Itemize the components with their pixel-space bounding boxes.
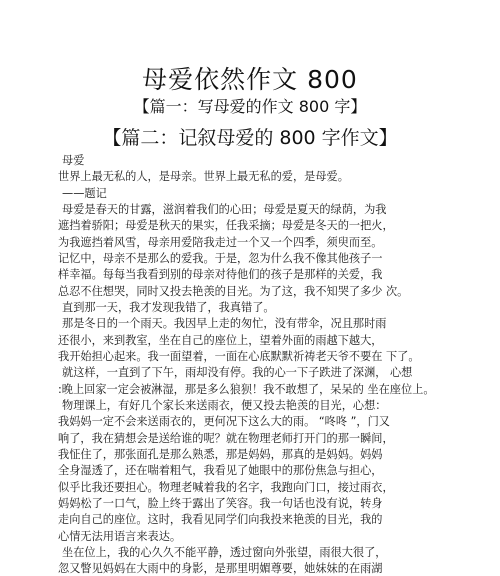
essay-line: 妈妈松了一口气，脸上终于露出了笑容。我一句话也没有说，转身 xyxy=(58,497,383,510)
essay-line: 直到那一天，我才发现我错了，我真错了。 xyxy=(62,301,275,314)
essay-line: 响了，我在猜想会是送给谁的呢？就在物理老师打开门的那一瞬间， xyxy=(58,432,394,445)
essay-line: 物理课上，有好几个家长来送雨衣，便又投去艳羡的目光，心想： xyxy=(62,399,387,412)
essay-line: 那是冬日的一个雨天。我因早上走的匆忙，没有带伞，况且那时雨 xyxy=(62,317,387,330)
section-heading-1: 【篇一：写母爱的作文 800 字】 xyxy=(133,97,367,116)
essay-line: 忽又瞥见妈妈在大雨中的身影，是那里明媚尊要，她妹妹的在雨湖 xyxy=(58,562,383,575)
essay-line: 遮挡着骄阳；母爱是秋天的果实，任我采摘；母爱是冬天的一把火， xyxy=(58,219,394,232)
essay-line: 全身湿透了，还在喘着粗气，我看见了她眼中的那份焦急与担心， xyxy=(58,464,383,477)
essay-line: 为我遮挡着风雪，母亲用爱陪我走过一个又一个四季，须臾而至。 xyxy=(58,236,383,249)
essay-line: 坐在位上，我的心久久不能平静，透过窗向外张望，雨很大很了， xyxy=(62,546,387,559)
essay-line: 我怔住了，那张面孔是那么熟悉，那是妈妈，那真的是妈妈。妈妈 xyxy=(58,448,383,461)
document-title: 母爱依然作文 800 xyxy=(142,65,358,94)
essay-line: 我开始担心起来。我一面望着，一面在心底默默祈祷老天爷不要在 下了。 xyxy=(58,350,420,363)
essay-line: :晚上回家一定会被淋湿，那是多么狼狈！我不敢想了，呆呆的 坐在座位上。 xyxy=(58,383,435,396)
essay-line: 世界上最无私的人，是母亲。世界上最无私的爱，是母爱。 xyxy=(58,170,349,183)
essay-line: 记忆中，母亲不是那么的爱我。于是，忽为什么我不像其他孩子一 xyxy=(58,252,383,265)
essay-line: 样幸福。每每当我看到别的母亲对待他们的孩子是那样的关爱，我 xyxy=(58,268,383,281)
essay-line: 走向自己的座位。这时，我看见同学们向我投来艳羡的目光，我的 xyxy=(58,513,383,526)
section-heading-2: 【篇二：记叙母爱的 800 字作文】 xyxy=(102,127,398,149)
essay-line: ——题记 xyxy=(62,187,107,200)
essay-line: 母爱 xyxy=(62,154,85,167)
essay-line: 心情无法用语言来表达。 xyxy=(58,530,182,543)
essay-line: 还很小，来到教室，坐在自己的座位上，望着外面的雨越下越大， xyxy=(58,334,383,347)
essay-line: 就这样，一直到了下午，雨却没有停。我的心一下子跌进了深渊， 心想 xyxy=(62,366,413,379)
essay-line: 我妈妈一定不会来送雨衣的，更何况下这么大的雨。 “咚咚 ”，门又 xyxy=(58,415,390,428)
essay-line: 似乎比我还要担心。物理老喊着我的名字，我跑向门口，接过雨衣， xyxy=(58,481,394,494)
essay-line: 总忍不住想哭，同时又投去艳羡的目光。为了这，我不知哭了多少 次。 xyxy=(58,285,409,298)
essay-line: 母爱是春天的甘露，滋润着我们的心田；母爱是夏天的绿荫，为我 xyxy=(62,203,387,216)
